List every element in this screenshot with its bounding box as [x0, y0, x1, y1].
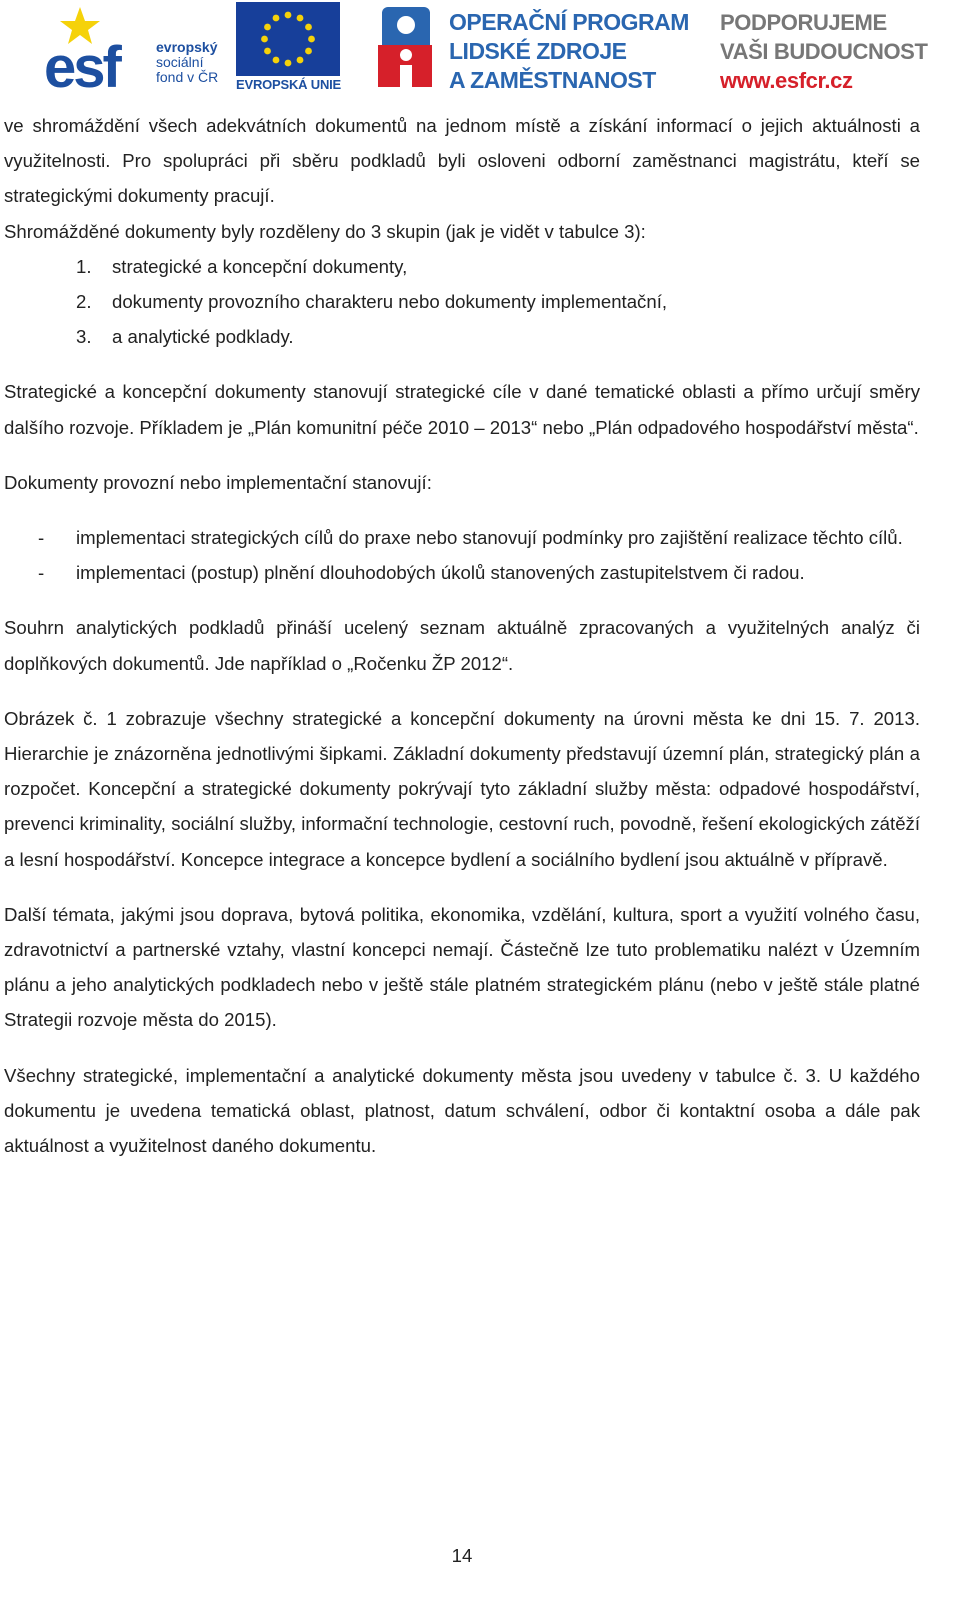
header-logo-strip	[0, 0, 960, 96]
list-item	[4, 319, 920, 354]
paragraph-operational: Dokumenty provozní nebo implementační stanovují:	[4, 471, 432, 493]
list-item-number: 1.	[76, 255, 92, 277]
paragraph-intro: ve shromáždění všech adekvátních dokumentů na jednom místě a získání informací o jejich aktuálnosti a využitelnosti. Pro spolupráci při sběru podkladů byli osloveni odborní zaměstnanci magistrátu, kteří se strategickými dokumenty pracují.	[4, 115, 920, 207]
list-item-dash: -	[38, 562, 45, 584]
support-slogan	[720, 8, 928, 95]
support-line2: VAŠI BUDOUCNOST	[720, 39, 928, 64]
list-item-text: implementaci (postup) plnění dlouhodobých úkolů stanovených zastupitelstvem či radou.	[76, 562, 805, 584]
page-number: 14	[451, 1545, 473, 1566]
list-item	[4, 555, 920, 590]
numbered-list-groups	[4, 249, 920, 355]
paragraph-analytic: Souhrn analytických podkladů přináší ucelený seznam aktuálně zpracovaných a využitelných analýz či doplňkových dokumentů. Jde například o „Ročenku ŽP 2012“.	[4, 617, 920, 674]
svg-text:esf: esf	[44, 35, 119, 91]
esf-caption-line1: evropský	[156, 39, 218, 55]
op-lzz-logo-icon	[372, 3, 442, 91]
paragraph-figure: Obrázek č. 1 zobrazuje všechny strategické a koncepční dokumenty na úrovni města ke dni 15. 7. 2013. Hierarchie je znázorněna jednotlivými šipkami. Základní dokumenty představují územní plán, strategický plán a rozpočet. Koncepční a strategické dokumenty pokrývají tyto základní služby města: odpadové hospodářství, prevenci kriminality, sociální služby, informační technologie, cestovní ruch, povodně, řešení ekologických zátěží a lesní hospodářství. Koncepce integrace a koncepce bydlení a sociálního bydlení jsou aktuálně v přípravě.	[4, 707, 920, 870]
list-item	[4, 284, 920, 319]
esf-caption-line3: fond v ČR	[156, 69, 219, 85]
list-item	[4, 249, 920, 284]
esf-caption	[156, 40, 218, 85]
dash-list-operational	[4, 520, 920, 590]
eu-logo	[236, 2, 340, 90]
op-title-line1: OPERAČNÍ PROGRAM	[449, 9, 689, 35]
list-item-dash: -	[38, 527, 45, 549]
eu-label: EVROPSKÁ UNIE	[236, 77, 342, 92]
paragraph-strategic: Strategické a koncepční dokumenty stanovují strategické cíle v dané tematické oblasti a přímo určují směry dalšího rozvoje. Příkladem je „Plán komunitní péče 2010 – 2013“ nebo „Plán odpadového hospodářství města“.	[4, 381, 920, 438]
list-item-text: implementaci strategických cílů do praxe nebo stanovují podmínky pro zajištění realizace těchto cílů.	[76, 527, 903, 549]
paragraph-table: Všechny strategické, implementační a analytické dokumenty města jsou uvedeny v tabulce č. 3. U každého dokumentu je uvedena tematická oblast, platnost, datum schválení, odbor či kontaktní osoba a dále pak aktuálnost a využitelnost daného dokumentu.	[4, 1064, 920, 1157]
op-title-line3: A ZAMĚSTNANOST	[449, 67, 656, 93]
support-website: www.esfcr.cz	[720, 68, 853, 93]
paragraph-other-topics: Další témata, jakými jsou doprava, bytová politika, ekonomika, vzdělání, kultura, sport a využití volného času, zdravotnictví a partnerské vztahy, vlastní koncepci nemají. Částečně lze tuto problematiku nalézt v Územním plánu a jeho analytických podkladech nebo v ještě stále platném strategickém plánu (nebo v ještě stále platné Strategii rozvoje města do 2015).	[4, 903, 920, 1031]
list-item-text: a analytické podklady.	[112, 326, 294, 348]
op-lzz-title	[449, 8, 689, 95]
list-item-text: strategické a koncepční dokumenty,	[112, 255, 408, 277]
eu-flag-icon	[236, 2, 340, 76]
list-item	[4, 520, 920, 555]
esf-caption-line2: sociální	[156, 54, 204, 70]
support-line1: PODPORUJEME	[720, 10, 887, 35]
document-body	[4, 108, 920, 1163]
list-item-text: dokumenty provozního charakteru nebo dokumenty implementační,	[112, 291, 668, 313]
op-title-line2: LIDSKÉ ZDROJE	[449, 38, 627, 64]
list-item-number: 2.	[76, 291, 92, 313]
list-item-number: 3.	[76, 326, 92, 348]
paragraph-groups: Shromážděné dokumenty byly rozděleny do 3 skupin (jak je vidět v tabulce 3):	[4, 220, 646, 242]
